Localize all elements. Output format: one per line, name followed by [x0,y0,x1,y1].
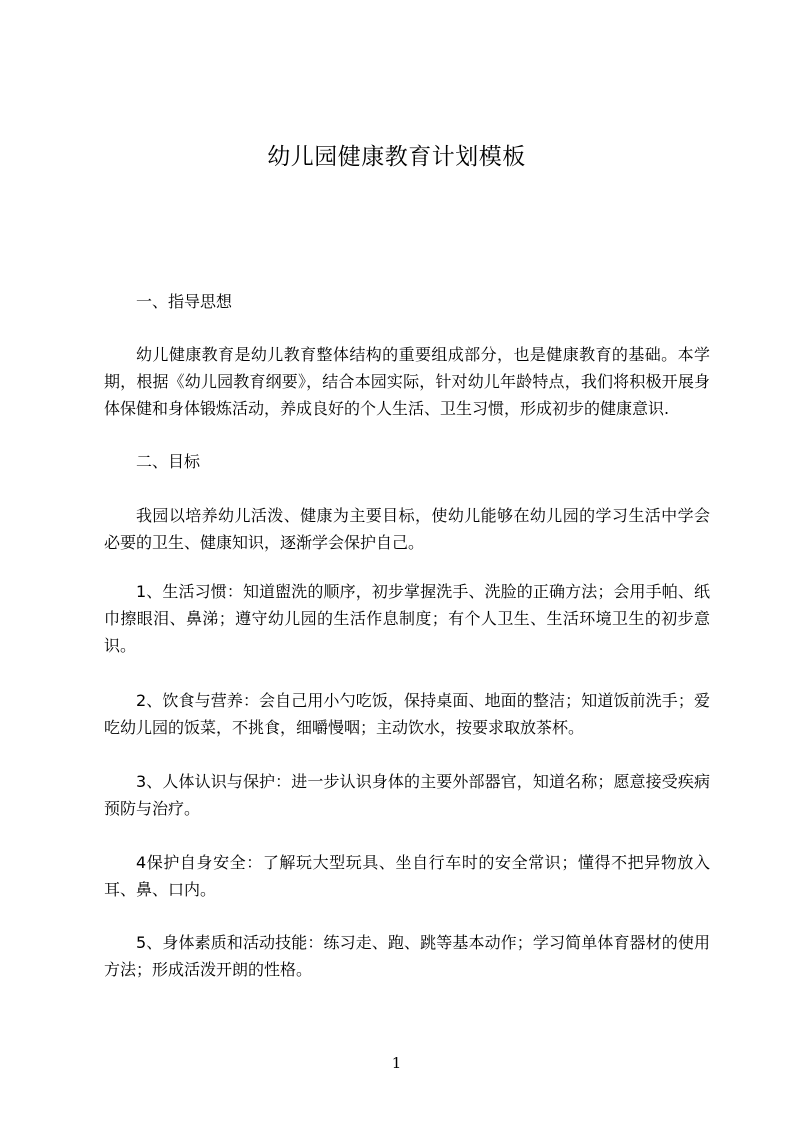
paragraph-goal-5-physical-skills: 5、身体素质和活动技能：练习走、跑、跳等基本动作；学习简单体育器材的使用方法；形成活泼开朗的性格。 [104,933,710,979]
page-number: 1 [391,1054,402,1072]
paragraph-guiding-ideology: 幼儿健康教育是幼儿教育整体结构的重要组成部分，也是健康教育的基础。本学期，根据《幼儿园教育纲要》，结合本园实际，针对幼儿年龄特点，我们将积极开展身体保健和身体锻炼活动，养成良好的个人生活、卫生习惯，形成初步的健康意识. [104,345,710,418]
paragraph-goals-intro: 我园以培养幼儿活泼、健康为主要目标，使幼儿能够在幼儿园的学习生活中学会必要的卫生、健康知识，逐渐学会保护自己。 [104,506,710,552]
paragraph-goal-4-self-safety: 4保护自身安全：了解玩大型玩具、坐自行车时的安全常识；懂得不把异物放入耳、鼻、口内。 [104,853,710,899]
paragraph-goal-1-living-habits: 1、生活习惯：知道盥洗的顺序，初步掌握洗手、洗脸的正确方法；会用手帕、纸巾擦眼泪、鼻涕；遵守幼儿园的生活作息制度；有个人卫生、生活环境卫生的初步意识。 [104,582,710,655]
section-heading-goals: 二、目标 [136,452,201,471]
document-title: 幼儿园健康教育计划模板 [267,144,526,170]
paragraph-goal-3-body-awareness: 3、人体认识与保护：进一步认识身体的主要外部器官，知道名称；愿意接受疾病预防与治疗。 [104,772,710,818]
paragraph-goal-2-diet-nutrition: 2、饮食与营养：会自己用小勺吃饭，保持桌面、地面的整洁；知道饭前洗手；爱吃幼儿园的饭菜，不挑食，细嚼慢咽；主动饮水，按要求取放茶杯。 [104,691,710,737]
section-heading-guiding-ideology: 一、指导思想 [136,292,233,311]
